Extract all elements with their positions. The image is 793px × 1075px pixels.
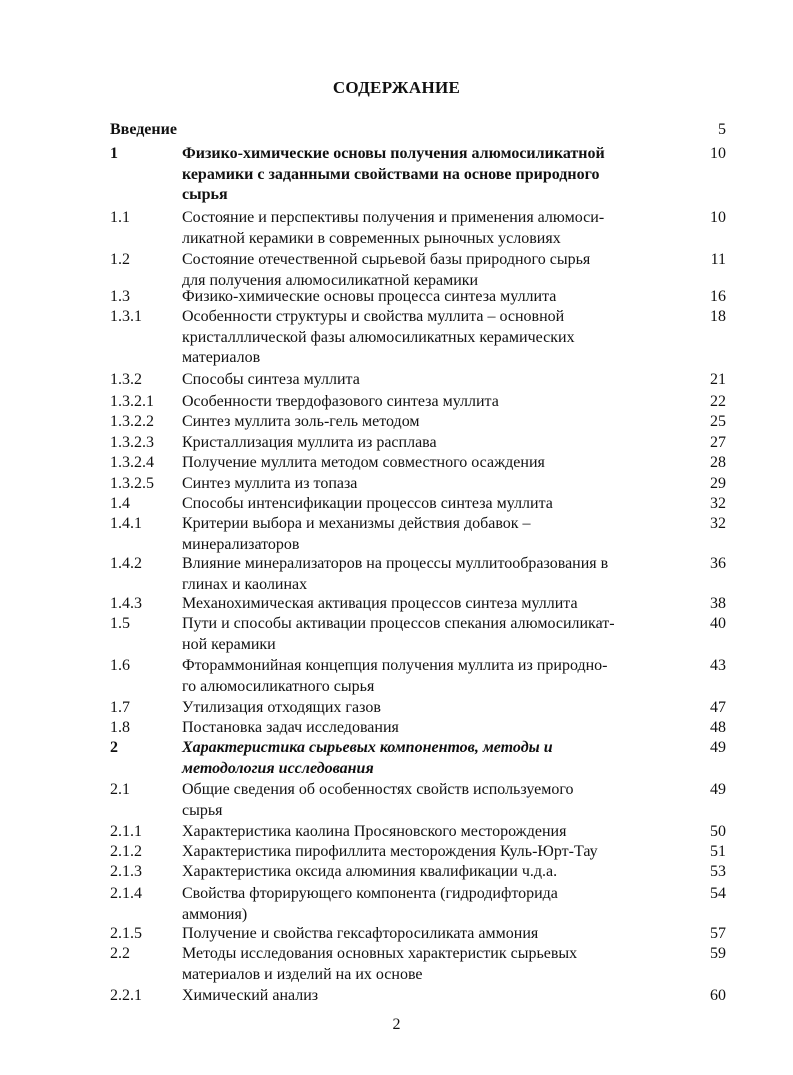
- toc-entry-title-line: методология исследования: [182, 759, 374, 777]
- toc-entry-title-line: Утилизация отходящих газов: [182, 699, 381, 716]
- toc-entry-number: 2.1.4: [110, 885, 142, 902]
- toc-entry-number: 2.1: [110, 781, 130, 798]
- toc-entry-title-line: Общие сведения об особенностях свойств используемого: [182, 781, 574, 798]
- toc-entry-page: 22: [710, 393, 726, 410]
- toc-entry-number: 2.1.1: [110, 823, 142, 840]
- toc-entry-number: 1.3.2.4: [110, 454, 154, 471]
- toc-entry-number: 1.3.2.5: [110, 475, 154, 492]
- toc-entry-title-line: глинах и каолинах: [182, 575, 308, 593]
- toc-entry-number: Введение: [110, 121, 177, 138]
- toc-entry-number: 1.5: [110, 615, 130, 632]
- toc-entry-page: 51: [710, 843, 726, 860]
- toc-entry-title: [182, 370, 682, 391]
- toc-entry-title-line: Методы исследования основных характеристик сырьевых: [182, 945, 578, 962]
- toc-entry-title: [182, 738, 682, 779]
- toc-entry-number: 1.7: [110, 699, 130, 716]
- toc-entry-page: 16: [710, 288, 726, 305]
- toc-entry-title-line: Кристаллизация муллита из расплава: [182, 434, 437, 451]
- toc-entry-page: 36: [710, 555, 726, 572]
- toc-entry-number: 2.1.5: [110, 925, 142, 942]
- toc-entry-number: 1: [110, 145, 118, 162]
- toc-entry-title-line: аммония): [182, 905, 248, 923]
- toc-entry-title-line: Способы интенсификации процессов синтеза муллита: [182, 495, 553, 512]
- toc-entry-title: [182, 412, 682, 433]
- toc-entry-title: [182, 986, 682, 1007]
- toc-entry-title-line: сырья: [182, 801, 223, 819]
- toc-entry-title-line: ной керамики: [182, 635, 276, 653]
- toc-entry-title-line: Состояние и перспективы получения и применения алюмоси-: [182, 209, 605, 226]
- toc-entry-title-line: Химический анализ: [182, 987, 319, 1004]
- toc-entry-title-line: материалов и изделий на их основе: [182, 965, 423, 983]
- toc-entry-page: 40: [710, 615, 726, 632]
- toc-entry-page: 43: [710, 657, 726, 674]
- toc-entry-title-line: Механохимическая активация процессов синтеза муллита: [182, 595, 578, 612]
- toc-entry-number: 2: [110, 739, 118, 756]
- toc-entry-page: 49: [710, 739, 726, 756]
- toc-entry-title-line: Свойства фторирующего компонента (гидродифторида: [182, 885, 558, 902]
- toc-entry-title-line: го алюмосиликатного сырья: [182, 677, 375, 695]
- toc-entry-page: 53: [710, 863, 726, 880]
- toc-entry-title-line: керамики с заданными свойствами на основе природного: [182, 165, 600, 183]
- toc-entry-title: [182, 698, 682, 719]
- toc-entry-title: [182, 514, 682, 555]
- toc-entry-page: 54: [710, 885, 726, 902]
- toc-entry-number: 1.2: [110, 251, 130, 268]
- toc-entry-page: 49: [710, 781, 726, 798]
- toc-entry-number: 1.8: [110, 719, 130, 736]
- toc-entry-number: 1.1: [110, 209, 130, 226]
- toc-entry-title: [182, 433, 682, 454]
- toc-entry-page: 21: [710, 371, 726, 388]
- toc-entry-number: 1.4.2: [110, 555, 142, 572]
- toc-entry-title-line: Характеристика пирофиллита месторождения Куль-Юрт-Тау: [182, 843, 598, 860]
- toc-entry-title-line: ликатной керамики в современных рыночных условиях: [182, 229, 561, 247]
- toc-entry-title-line: Постановка задач исследования: [182, 719, 399, 736]
- toc-entry-title: [182, 614, 682, 655]
- toc-entry-title: [182, 822, 682, 843]
- toc-entry-page: 38: [710, 595, 726, 612]
- toc-entry-title-line: Получение муллита методом совместного осаждения: [182, 454, 545, 471]
- toc-entry-title-line: Состояние отечественной сырьевой базы природного сырья: [182, 251, 591, 268]
- toc-entry-number: 1.3.2.1: [110, 393, 154, 410]
- toc-entry-title: [182, 474, 682, 495]
- toc-entry-page: 48: [710, 719, 726, 736]
- toc-entry-title-line: Характеристика каолина Просяновского месторождения: [182, 823, 567, 840]
- toc-entry-title: [182, 554, 682, 595]
- toc-entry-title-line: Физико-химические основы процесса синтеза муллита: [182, 288, 557, 305]
- toc-entry-page: 25: [710, 413, 726, 430]
- toc-entry-page: 27: [710, 434, 726, 451]
- toc-entry-title-line: Способы синтеза муллита: [182, 371, 360, 388]
- toc-entry-title-line: Влияние минерализаторов на процессы муллитообразования в: [182, 555, 609, 572]
- toc-entry-title-line: Пути и способы активации процессов спекания алюмосиликат-: [182, 615, 615, 632]
- toc-entry-title: [182, 884, 682, 925]
- toc-entry-title: [182, 842, 682, 863]
- toc-entry-title: [182, 250, 682, 291]
- toc-entry-title: [182, 208, 682, 249]
- toc-entry-page: 60: [710, 987, 726, 1004]
- toc-entry-number: 2.1.2: [110, 843, 142, 860]
- toc-entry-title: [182, 392, 682, 413]
- toc-entry-title-line: материалов: [182, 349, 261, 367]
- toc-entry-number: 1.3.2.3: [110, 434, 154, 451]
- toc-entry-title-line: Фтораммонийная концепция получения муллита из природно-: [182, 657, 608, 674]
- toc-entry-page: 28: [710, 454, 726, 471]
- toc-entry-title: [182, 307, 682, 369]
- toc-entry-number: 1.3: [110, 288, 130, 305]
- toc-entry-title: [182, 862, 682, 883]
- toc-entry-page: 47: [710, 699, 726, 716]
- toc-entry-page: 50: [710, 823, 726, 840]
- toc-entry-page: 10: [710, 209, 726, 226]
- toc-entry-title-line: Характеристика сырьевых компонентов, методы и: [182, 739, 553, 756]
- page-number: 2: [392, 1016, 401, 1033]
- toc-entry-title-line: минерализаторов: [182, 535, 300, 553]
- toc-entry-title: [182, 287, 682, 308]
- toc-entry-number: 2.1.3: [110, 863, 142, 880]
- toc-entry-title-line: Получение и свойства гексафторосиликата аммония: [182, 925, 539, 942]
- toc-entry-page: 32: [710, 515, 726, 532]
- toc-entry-number: 1.4.3: [110, 595, 142, 612]
- toc-entry-title: [182, 594, 682, 615]
- toc-entry-title-line: Синтез муллита золь-гель методом: [182, 413, 420, 430]
- toc-entry-number: 2.2: [110, 945, 130, 962]
- toc-entry-title: [182, 924, 682, 945]
- toc-entry-number: 1.6: [110, 657, 130, 674]
- toc-entry-page: 32: [710, 495, 726, 512]
- toc-entry-title: [182, 144, 682, 206]
- toc-entry-number: 1.4: [110, 495, 130, 512]
- toc-entry-title-line: Физико-химические основы получения алюмосиликатной: [182, 145, 605, 162]
- toc-entry-number: 1.3.2: [110, 371, 142, 388]
- toc-entry-number: 1.3.1: [110, 308, 142, 325]
- toc-entry-title: [182, 944, 682, 985]
- toc-entry-title: [182, 494, 682, 515]
- toc-entry-title: [182, 453, 682, 474]
- toc-entry-number: 1.3.2.2: [110, 413, 154, 430]
- toc-entry-title: [182, 780, 682, 821]
- page-title: СОДЕРЖАНИЕ: [332, 78, 461, 97]
- toc-entry-title: [182, 656, 682, 697]
- toc-entry-title-line: кристалллической фазы алюмосиликатных керамических: [182, 328, 575, 346]
- toc-entry-page: 11: [710, 251, 726, 268]
- toc-entry-page: 59: [710, 945, 726, 962]
- toc-entry-page: 29: [710, 475, 726, 492]
- toc-entry-title: [182, 718, 682, 739]
- toc-entry-number: 1.4.1: [110, 515, 142, 532]
- toc-entry-title-line: Критерии выбора и механизмы действия добавок –: [182, 515, 531, 532]
- toc-entry-title-line: сырья: [182, 186, 228, 204]
- toc-entry-number: 2.2.1: [110, 987, 142, 1004]
- toc-entry-title-line: Синтез муллита из топаза: [182, 475, 358, 492]
- toc-entry-title-line: Особенности структуры и свойства муллита – основной: [182, 308, 565, 325]
- toc-entry-title-line: Особенности твердофазового синтеза муллита: [182, 393, 499, 410]
- toc-entry-title-line: Характеристика оксида алюминия квалификации ч.д.а.: [182, 863, 558, 880]
- toc-entry-page: 5: [718, 121, 726, 138]
- toc-entry-title-line: для получения алюмосиликатной керамики: [182, 271, 479, 289]
- toc-entry-page: 57: [710, 925, 726, 942]
- toc-entry-page: 18: [710, 308, 726, 325]
- toc-entry-page: 10: [710, 145, 726, 162]
